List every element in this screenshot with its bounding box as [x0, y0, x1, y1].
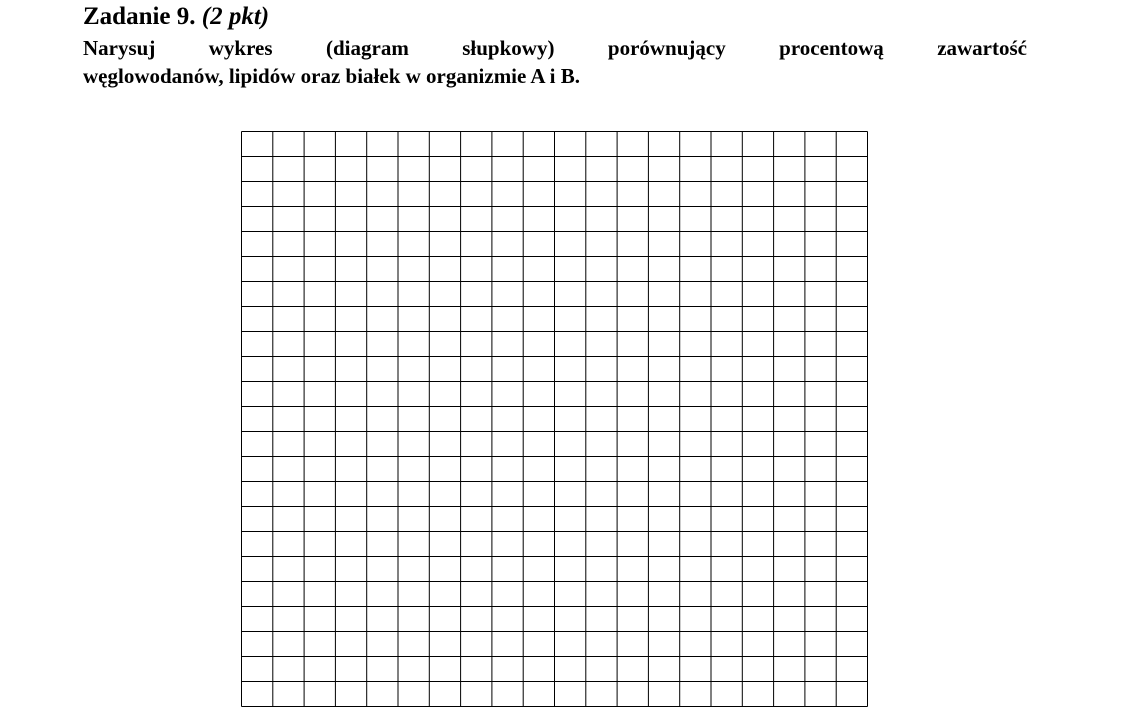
instruction-line-1: Narysuj wykres (diagram słupkowy) porównujący procentową zawartość: [83, 36, 1027, 60]
answer-grid[interactable]: [241, 131, 868, 707]
task-heading: [83, 2, 269, 32]
instruction-line-2: węglowodanów, lipidów oraz białek w organizmie A i B.: [83, 64, 581, 88]
task-points: (2 pkt): [201, 3, 270, 30]
task-instruction: [83, 34, 1027, 90]
task-title: Zadanie 9.: [83, 3, 196, 30]
